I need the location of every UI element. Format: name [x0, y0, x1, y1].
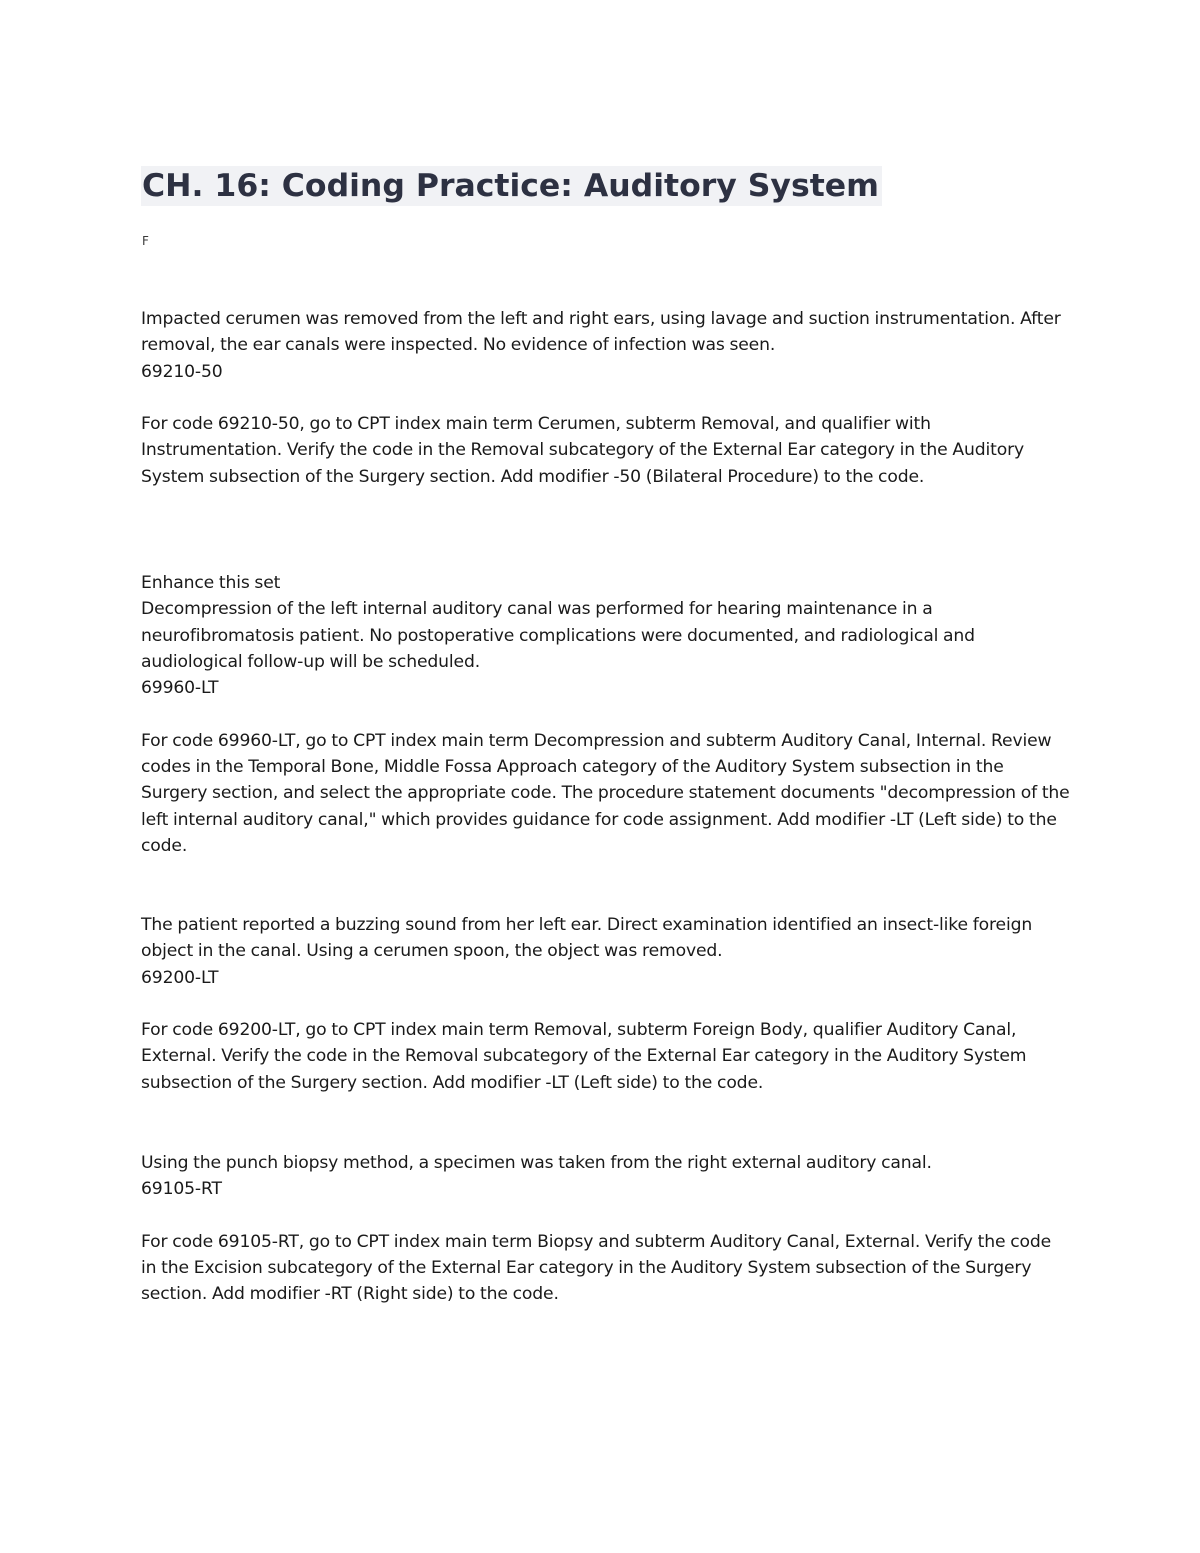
question-text: Impacted cerumen was removed from the left and right ears, using lavage and suction instrumentation. After removal, the ear canals were inspected. No evidence of infection was seen. — [141, 309, 1061, 356]
answer-explanation: For code 69210-50, go to CPT index main term Cerumen, subterm Removal, and qualifier with Instrumentation. Verify the code in the Removal subcategory of the External Ear category in the Auditory System subsection of the Surgery section. Add modifier -50 (Bilateral Procedure) to the code. — [141, 414, 1025, 487]
enhance-set-label: Enhance this set — [141, 573, 281, 593]
answer-explanation: For code 69200-LT, go to CPT index main term Removal, subterm Foreign Body, qualifier Auditory Canal, External. Verify the code in the Removal subcategory of the External Ear category in the Auditory System subsection of the Surgery section. Add modifier -LT (Left side) to the code. — [141, 1020, 1027, 1093]
stray-mark: F — [142, 234, 149, 248]
answer-code: 69960-LT — [141, 678, 219, 699]
question-block-3 — [141, 912, 1071, 1096]
question-text: Using the punch biopsy method, a specimen was taken from the right external auditory canal. — [141, 1153, 932, 1173]
question-block-1 — [141, 306, 1071, 490]
answer-code: 69105-RT — [141, 1179, 222, 1200]
answer-code: 69210-50 — [141, 361, 223, 382]
spacer — [141, 991, 1071, 1017]
answer-code: 69200-LT — [141, 967, 219, 988]
question-block-2 — [141, 570, 1071, 859]
spacer — [141, 385, 1071, 411]
question-block-4 — [141, 1150, 1071, 1308]
spacer — [141, 701, 1071, 727]
page-title: CH. 16: Coding Practice: Auditory System — [141, 166, 882, 206]
question-text: The patient reported a buzzing sound from her left ear. Direct examination identified an insect-like foreign object in the canal. Using a cerumen spoon, the object was removed. — [141, 915, 1033, 962]
answer-explanation: For code 69105-RT, go to CPT index main term Biopsy and subterm Auditory Canal, External. Verify the code in the Excision subcategory of the External Ear category in the Auditory System subsection of the Surgery section. Add modifier -RT (Right side) to the code. — [141, 1231, 1052, 1305]
spacer — [141, 1203, 1071, 1229]
answer-explanation: For code 69960-LT, go to CPT index main term Decompression and subterm Auditory Canal, Internal. Review codes in the Temporal Bone, Middle Fossa Approach category of the Auditory System subsection in the Surgery section, and select the appropriate code. The procedure statement documents "decompression of the left internal auditory canal," which provides guidance for code assignment. Add modifier -LT (Left side) to the code. — [141, 730, 1070, 856]
question-text: Decompression of the left internal auditory canal was performed for hearing maintenance in a neurofibromatosis patient. No postoperative complications were documented, and radiological and audiological follow-up will be scheduled. — [141, 599, 975, 672]
